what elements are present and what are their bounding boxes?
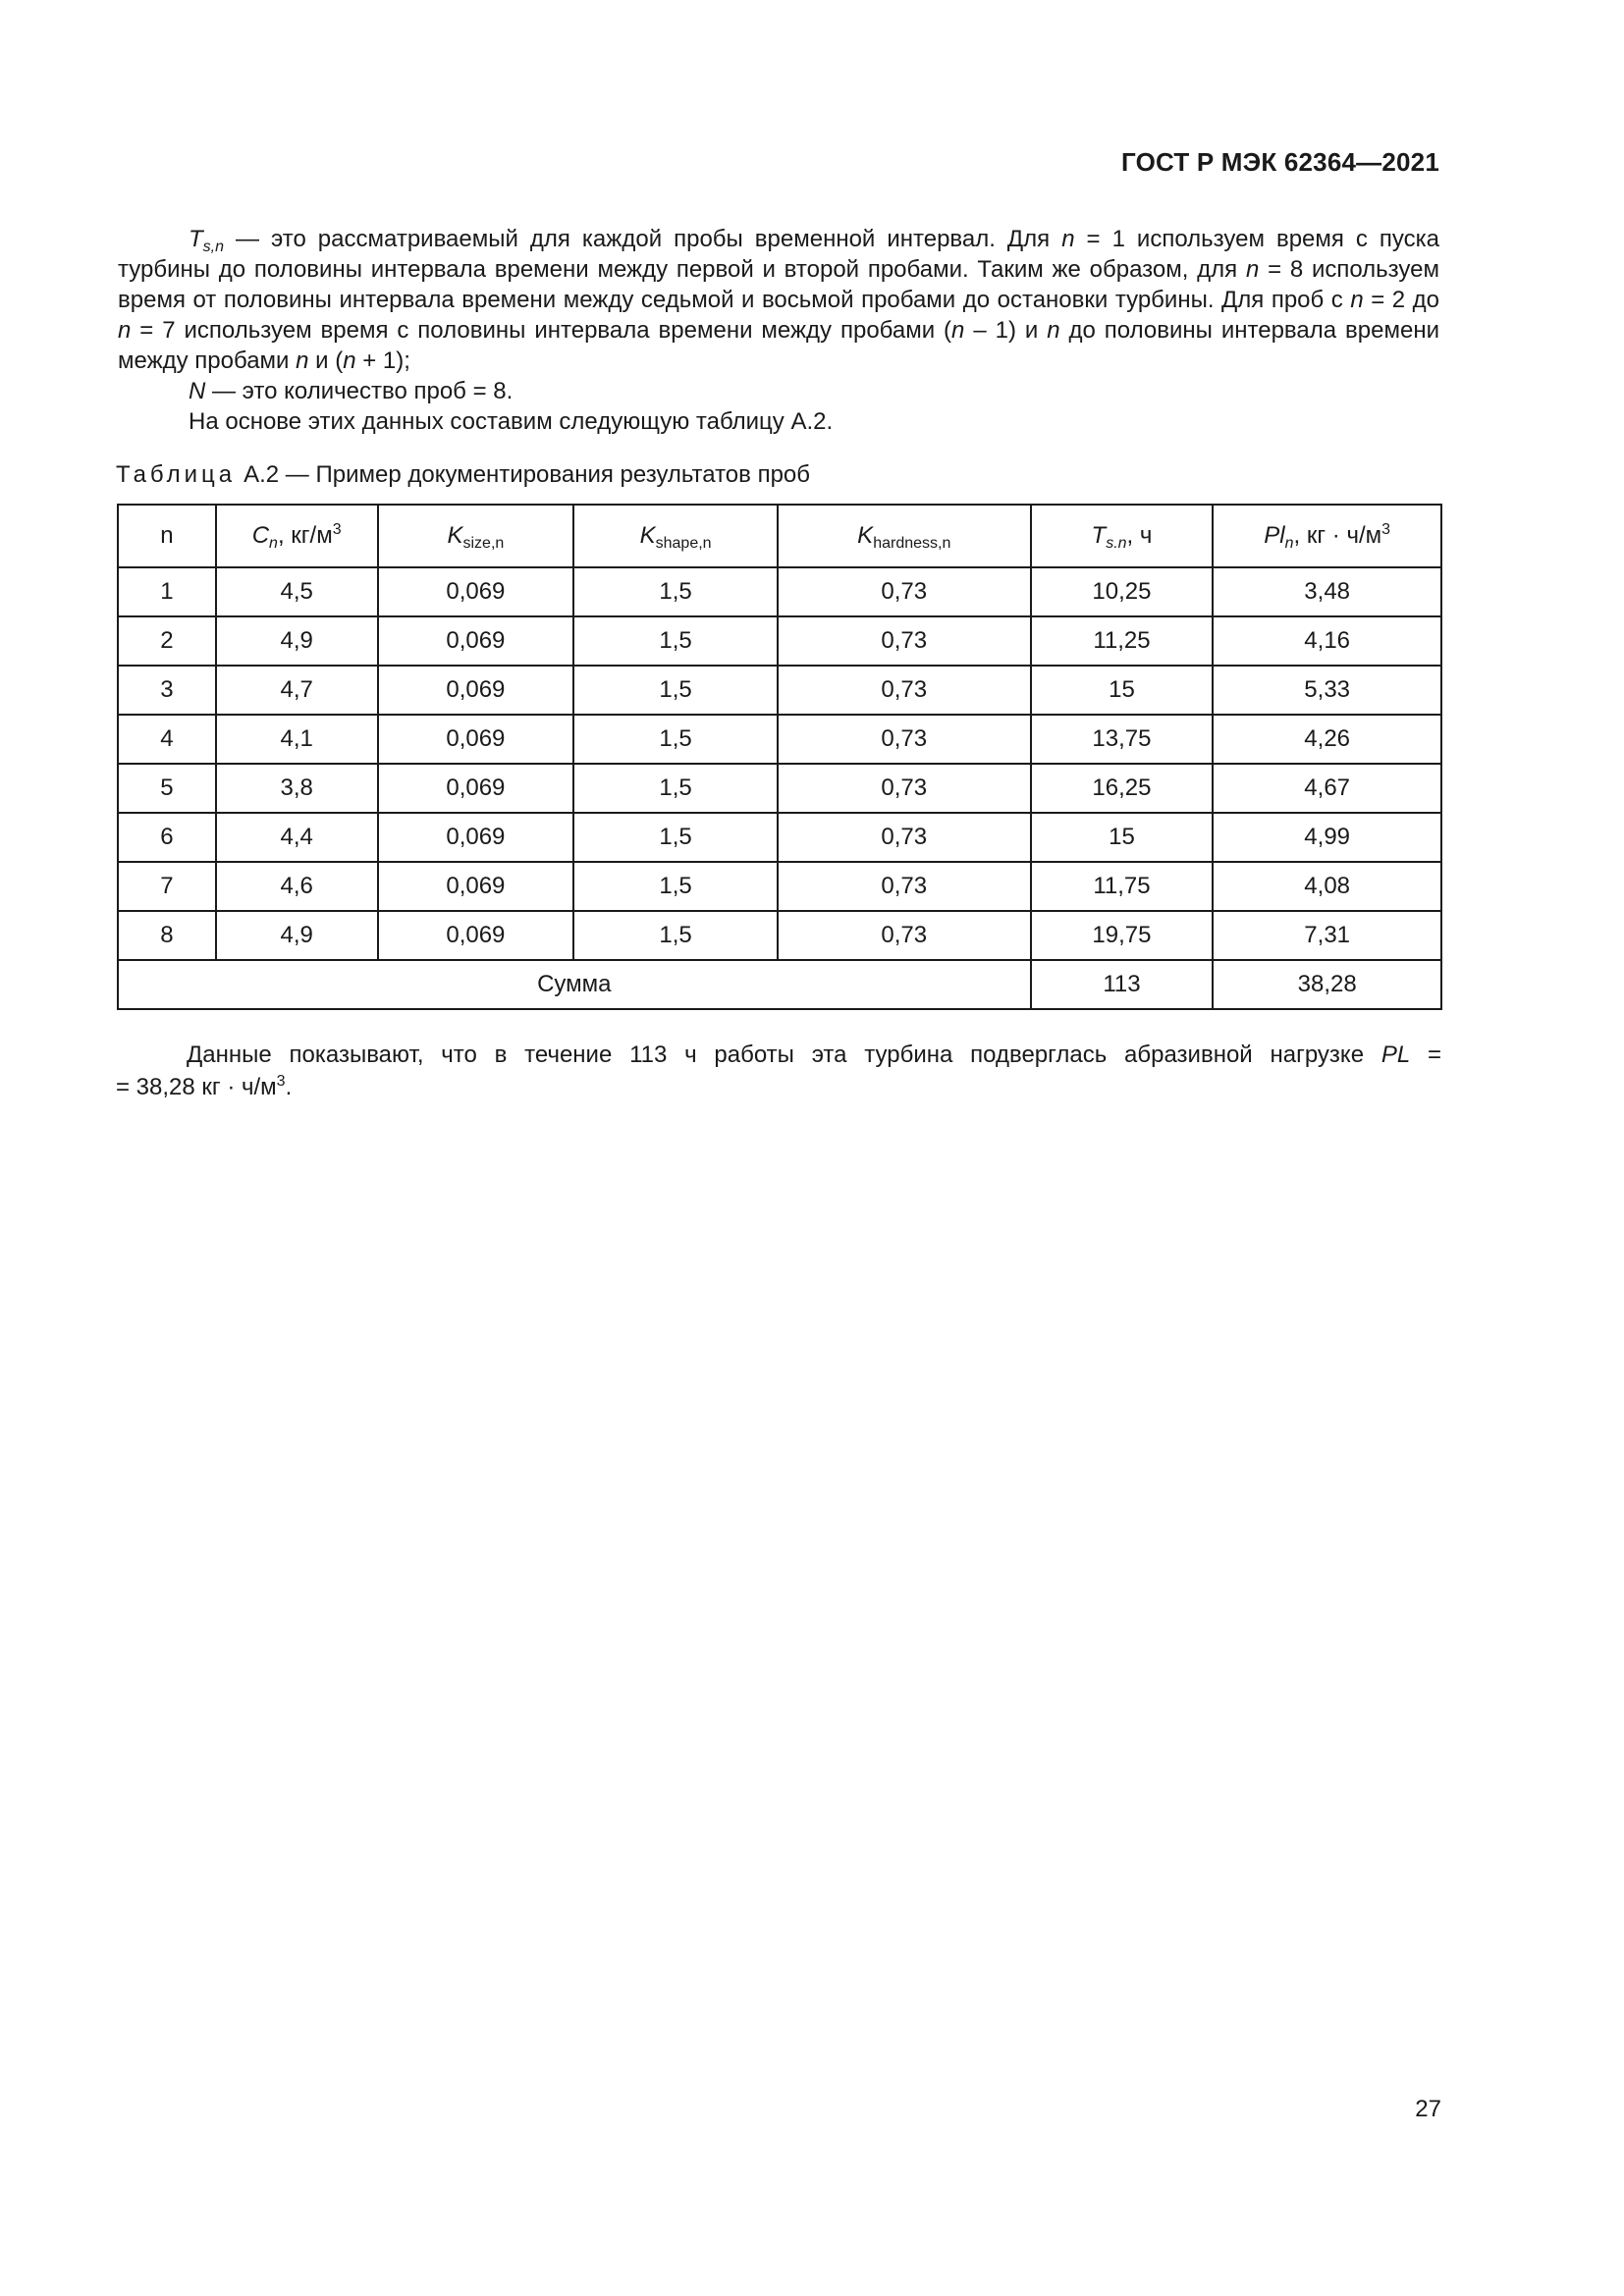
results-table bbox=[117, 504, 1442, 1010]
cell-particle-load: 4,26 bbox=[1213, 715, 1441, 764]
table-row bbox=[118, 911, 1441, 960]
ts-symbol: $T_{s,n}$ bbox=[189, 226, 225, 255]
cell-concentration: 4,9 bbox=[216, 911, 378, 960]
cell-k-shape: 1,5 bbox=[573, 715, 778, 764]
cell-n: 1 bbox=[118, 567, 216, 616]
header-k-size: $K_{size,n}$ bbox=[378, 505, 574, 567]
cell-k-hardness: 0,73 bbox=[778, 813, 1031, 862]
cell-concentration: 4,6 bbox=[216, 862, 378, 911]
header-particle-load: $Pl_n$, кг · $ч/м^3$ bbox=[1213, 505, 1441, 567]
cell-k-hardness: 0,73 bbox=[778, 862, 1031, 911]
cell-particle-load: 4,99 bbox=[1213, 813, 1441, 862]
cell-k-hardness: 0,73 bbox=[778, 616, 1031, 666]
header-time: $T_{s.n}$, ч bbox=[1031, 505, 1214, 567]
cell-n: 6 bbox=[118, 813, 216, 862]
cell-n: 5 bbox=[118, 764, 216, 813]
table-row bbox=[118, 666, 1441, 715]
cell-k-shape: 1,5 bbox=[573, 567, 778, 616]
paragraph-n-definition: N — это количество проб = 8. bbox=[189, 378, 514, 404]
cell-k-shape: 1,5 bbox=[573, 911, 778, 960]
cell-k-shape: 1,5 bbox=[573, 862, 778, 911]
table-body bbox=[118, 567, 1441, 960]
cell-time: 11,25 bbox=[1031, 616, 1214, 666]
header-k-shape: $K_{shape,n}$ bbox=[573, 505, 778, 567]
cell-time: 10,25 bbox=[1031, 567, 1214, 616]
table-row bbox=[118, 616, 1441, 666]
cell-k-size: 0,069 bbox=[378, 813, 574, 862]
cell-time: 19,75 bbox=[1031, 911, 1214, 960]
cell-time: 13,75 bbox=[1031, 715, 1214, 764]
table-row bbox=[118, 862, 1441, 911]
total-label: Сумма bbox=[118, 960, 1031, 1009]
cell-k-size: 0,069 bbox=[378, 911, 574, 960]
cell-k-hardness: 0,73 bbox=[778, 715, 1031, 764]
paragraph-table-intro: На основе этих данных составим следующую таблицу А.2. bbox=[189, 408, 834, 435]
cell-k-size: 0,069 bbox=[378, 616, 574, 666]
cell-time: 15 bbox=[1031, 813, 1214, 862]
cell-concentration: 4,9 bbox=[216, 616, 378, 666]
cell-k-hardness: 0,73 bbox=[778, 764, 1031, 813]
cell-n: 2 bbox=[118, 616, 216, 666]
table-total-row bbox=[118, 960, 1441, 1009]
body-text bbox=[118, 224, 1439, 437]
conclusion-line-1: Данные показывают, что в течение 113 ч работы эта турбина подверглась абразивной нагрузке PL = bbox=[187, 1041, 1442, 1068]
cell-k-size: 0,069 bbox=[378, 715, 574, 764]
cell-k-hardness: 0,73 bbox=[778, 911, 1031, 960]
page-number: 27 bbox=[1415, 2096, 1441, 2122]
cell-particle-load: 3,48 bbox=[1213, 567, 1441, 616]
table-caption: Таблица А.2 — Пример документирования результатов проб bbox=[116, 461, 811, 488]
cell-concentration: 4,7 bbox=[216, 666, 378, 715]
cell-particle-load: 7,31 bbox=[1213, 911, 1441, 960]
cell-k-shape: 1,5 bbox=[573, 813, 778, 862]
cell-concentration: 4,1 bbox=[216, 715, 378, 764]
cell-time: 15 bbox=[1031, 666, 1214, 715]
cell-k-size: 0,069 bbox=[378, 666, 574, 715]
cell-k-size: 0,069 bbox=[378, 567, 574, 616]
cell-n: 3 bbox=[118, 666, 216, 715]
cell-concentration: 3,8 bbox=[216, 764, 378, 813]
cell-n: 8 bbox=[118, 911, 216, 960]
cell-k-size: 0,069 bbox=[378, 764, 574, 813]
cell-time: 11,75 bbox=[1031, 862, 1214, 911]
table-row bbox=[118, 764, 1441, 813]
table-row bbox=[118, 715, 1441, 764]
table-row bbox=[118, 813, 1441, 862]
header-concentration: $C_n$, $кг/м^3$ bbox=[216, 505, 378, 567]
cell-k-size: 0,069 bbox=[378, 862, 574, 911]
cell-n: 7 bbox=[118, 862, 216, 911]
cell-k-hardness: 0,73 bbox=[778, 666, 1031, 715]
total-time: 113 bbox=[1031, 960, 1214, 1009]
document-id-header: ГОСТ Р МЭК 62364—2021 bbox=[1120, 147, 1439, 177]
table-row bbox=[118, 567, 1441, 616]
cell-k-shape: 1,5 bbox=[573, 764, 778, 813]
cell-concentration: 4,4 bbox=[216, 813, 378, 862]
table-header-row bbox=[118, 505, 1441, 567]
cell-k-shape: 1,5 bbox=[573, 616, 778, 666]
cell-particle-load: 4,08 bbox=[1213, 862, 1441, 911]
cell-k-shape: 1,5 bbox=[573, 666, 778, 715]
header-k-hardness: $K_{hardness,n}$ bbox=[778, 505, 1031, 567]
cell-particle-load: 4,16 bbox=[1213, 616, 1441, 666]
cell-k-hardness: 0,73 bbox=[778, 567, 1031, 616]
cell-n: 4 bbox=[118, 715, 216, 764]
paragraph-ts-definition: $T_{s,n}$ — это рассматриваемый для каждой пробы временной интервал. Для n = 1 используем время с пуска турбины до половины интервала времени между первой и второй пробами. Таким же образом, для n = 8 используем время от половины интервала времени между седьмой и восьмой пробами до остановки турбины. Для проб с n = 2 до n = 7 используем время с половины интервала времени между пробами (n – 1) и n до половины интервала времени между пробами n и (n + 1); bbox=[118, 226, 1440, 374]
cell-time: 16,25 bbox=[1031, 764, 1214, 813]
cell-concentration: 4,5 bbox=[216, 567, 378, 616]
cell-particle-load: 4,67 bbox=[1213, 764, 1441, 813]
cell-particle-load: 5,33 bbox=[1213, 666, 1441, 715]
conclusion-paragraph bbox=[116, 1039, 1441, 1103]
header-n: n bbox=[118, 505, 216, 567]
conclusion-line-2: = 38,28 кг · $ч/м^3$. bbox=[116, 1073, 293, 1100]
total-particle-load: 38,28 bbox=[1213, 960, 1441, 1009]
